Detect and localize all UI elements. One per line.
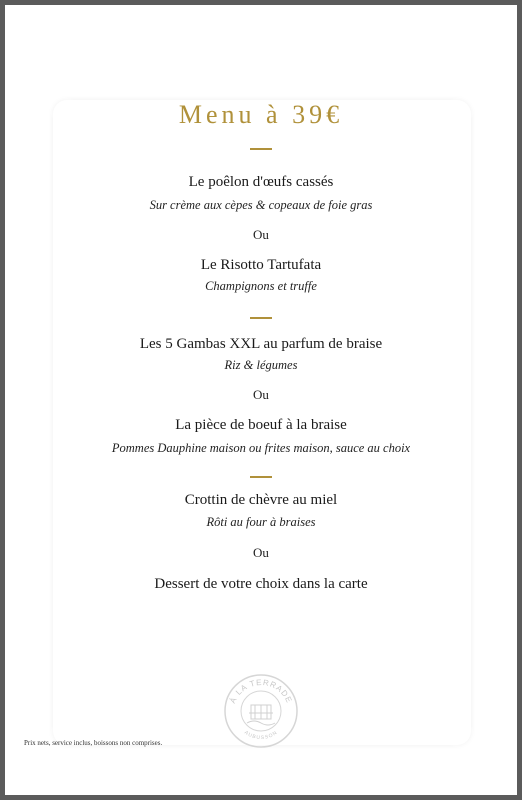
dish-description: Champignons et truffe — [205, 279, 317, 293]
menu-title: Menu à 39€ — [178, 100, 344, 129]
svg-text:À LA TERRADE: À LA TERRADE — [228, 677, 294, 705]
dish-name: Les 5 Gambas XXL au parfum de braise — [139, 336, 383, 352]
or-separator: Ou — [253, 387, 269, 402]
gold-divider — [250, 317, 272, 319]
dish-name: Dessert de votre choix dans la carte — [154, 576, 368, 592]
dish-name: La pièce de boeuf à la braise — [175, 417, 347, 433]
dish-description: Rôti au four à braises — [206, 515, 316, 529]
or-separator: Ou — [253, 227, 269, 242]
dish-description: Pommes Dauphine maison ou frites maison, sauce au choix — [111, 441, 411, 455]
dish-description: Sur crème aux cèpes & copeaux de foie gras — [149, 198, 373, 212]
dish-name: Crottin de chèvre au miel — [184, 492, 338, 508]
svg-text:AUBUSSON: AUBUSSON — [243, 729, 279, 742]
dish-description: Riz & légumes — [224, 358, 298, 372]
dish-name: Le poêlon d'œufs cassés — [188, 174, 334, 190]
dish-name: Le Risotto Tartufata — [200, 257, 322, 273]
or-separator: Ou — [253, 545, 269, 560]
gold-divider — [250, 476, 272, 478]
restaurant-logo — [221, 671, 301, 751]
footer-note: Prix nets, service inclus, boissons non comprises. — [24, 739, 163, 747]
gold-divider — [250, 148, 272, 150]
